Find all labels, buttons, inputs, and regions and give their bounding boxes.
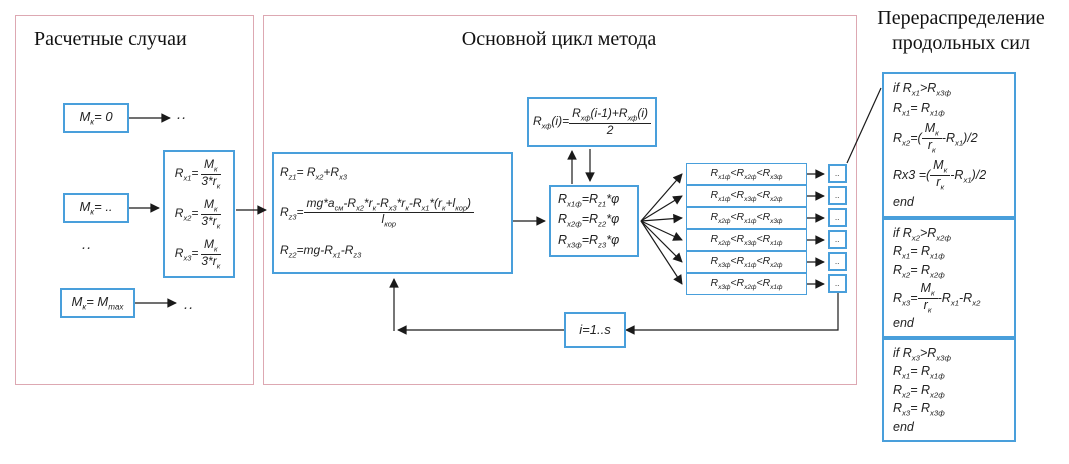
redistribution-block-1	[882, 72, 1016, 218]
loop-line-to-iteration	[626, 293, 838, 330]
continuation-box-1	[828, 164, 847, 183]
ellipsis-between-cases: ..	[82, 236, 93, 253]
formula-line: if $R_{х3}>R_{х3ф}$	[893, 345, 951, 363]
inequality-label: $R_{х3ф}<R_{х1ф}<R_{х2ф}$	[710, 254, 783, 269]
averaging-box	[527, 97, 657, 147]
formula-line: $R_{х1}= R_{х1ф}$	[893, 244, 945, 261]
formula-line: $R_{х2}= R_{х2ф}$	[893, 262, 945, 280]
inequality-label: $R_{х2ф}<R_{х1ф}<R_{х3ф}$	[710, 210, 783, 225]
case-label: $M_к= 0$	[79, 108, 113, 127]
calc-cases-title: Расчетные случаи	[34, 28, 187, 50]
formula-line: $R_{х1}=$ $\frac{M_к}{3*r_к}$	[174, 156, 221, 190]
case-box-mk-zero	[63, 103, 129, 133]
formula-line: if $R_{х1}>R_{х3ф}$	[893, 80, 951, 98]
end-label: end	[893, 419, 914, 434]
vertical-reactions-box	[272, 152, 513, 274]
case-label: $M_к= M_{max}$	[71, 293, 124, 312]
formula-line: if $R_{х2}>R_{х2ф}$	[893, 225, 951, 243]
continuation-dots: ..	[835, 235, 840, 244]
inequality-label: $R_{х2ф}<R_{х3ф}<R_{х1ф}$	[710, 232, 783, 247]
redistribution-block-2	[882, 218, 1016, 338]
inequality-box-6	[686, 273, 807, 295]
formula-line: $R_{х1}= R_{х1ф}$	[893, 364, 945, 381]
fan-lines-to-inequalities	[641, 174, 682, 284]
redistribution-title-line2: продольных сил	[892, 32, 1030, 54]
continuation-dots: ..	[835, 257, 840, 266]
continuation-dots: ..	[835, 169, 840, 178]
continuation-dots: ..	[835, 213, 840, 222]
ellipsis-after-case3: ..	[184, 296, 195, 313]
redistribution-title	[858, 6, 1064, 56]
formula-line: $R_{z2}=mg-R_{х1}-R_{z3}$	[280, 243, 362, 260]
formula-line: $R_{х2}=$( $\frac{M_к}{r_к}$ $-R_{х1})/2$	[893, 121, 978, 155]
continuation-dots: ..	[835, 191, 840, 200]
formula-line: $R_{х3ф}=R_{z3}*\varphi$	[558, 232, 620, 250]
formula-line: $R_{х3}= R_{х3ф}$	[893, 401, 945, 418]
iteration-box	[564, 312, 626, 348]
ellipsis-after-case1: ..	[177, 106, 188, 123]
inequality-box-2	[686, 185, 807, 207]
inequality-box-3	[686, 207, 807, 229]
formula-line: $R_{хф}(i)=$ $\frac{R_{хф}(i-1)+R_{хф}(i)}{2}$	[533, 107, 651, 137]
case-box-mk-max	[60, 288, 135, 318]
continuation-dots: ..	[835, 279, 840, 288]
continuation-box-3	[828, 208, 847, 227]
formula-line: $R_{х1}= R_{х1ф}$	[893, 101, 945, 118]
formula-line: $R_{z3}=$ $\frac{mg*a_{см}-R_{х2}*r_к-R_{х3}*r_к-R_{х1}*(r_к+l_{кор})}{l_{кор}}$	[280, 197, 505, 229]
formula-line: $R_{z1}= R_{х2}+R_{х3}$	[280, 164, 347, 182]
redistribution-block-3	[882, 338, 1016, 442]
main-cycle-title: Основной цикл метода	[461, 28, 657, 50]
case-label: $M_к=$ ..	[79, 198, 113, 217]
continuation-box-4	[828, 230, 847, 249]
formula-line: $R_{х2}= R_{х2ф}$	[893, 382, 945, 400]
inequality-box-4	[686, 229, 807, 251]
inequality-box-1	[686, 163, 807, 185]
friction-forces-box	[549, 185, 639, 257]
redistribution-title-line1: Перераспределение	[877, 7, 1045, 29]
formula-line: $R_{х2}=$ $\frac{M_к}{3*r_к}$	[174, 196, 221, 230]
formula-line: $R_{х3}=$ $\frac{M_к}{r_к}$ $-R_{х1}-R_{х2}$	[893, 280, 981, 315]
continuation-box-5	[828, 252, 847, 271]
line-mini-to-redistribution	[847, 88, 881, 163]
inequality-box-5	[686, 251, 807, 273]
continuation-box-6	[828, 274, 847, 293]
formula-line: $R_{х3}=$ $\frac{M_к}{3*r_к}$	[174, 236, 221, 270]
case-box-mk-intermediate	[63, 193, 129, 223]
end-label: end	[893, 194, 914, 209]
iteration-label: i=1..s	[579, 321, 611, 337]
inequality-label: $R_{х1ф}<R_{х3ф}<R_{х2ф}$	[710, 188, 783, 203]
inequality-label: $R_{х1ф}<R_{х2ф}<R_{х3ф}$	[710, 166, 783, 181]
end-label: end	[893, 315, 914, 330]
formula-line: $R_{х1ф}=R_{z1}*\varphi$	[558, 191, 620, 209]
rx-distribution-box	[163, 150, 235, 278]
formula-line: Rх3 =( $\frac{M_к}{r_к}$ $-R_{х1})/2$	[893, 157, 987, 192]
formula-line: $R_{х2ф}=R_{z2}*\varphi$	[558, 212, 620, 229]
inequality-label: $R_{х3ф}<R_{х2ф}<R_{х1ф}$	[710, 276, 783, 291]
arrows-inequalities-to-mini	[807, 174, 824, 284]
continuation-box-2	[828, 186, 847, 205]
